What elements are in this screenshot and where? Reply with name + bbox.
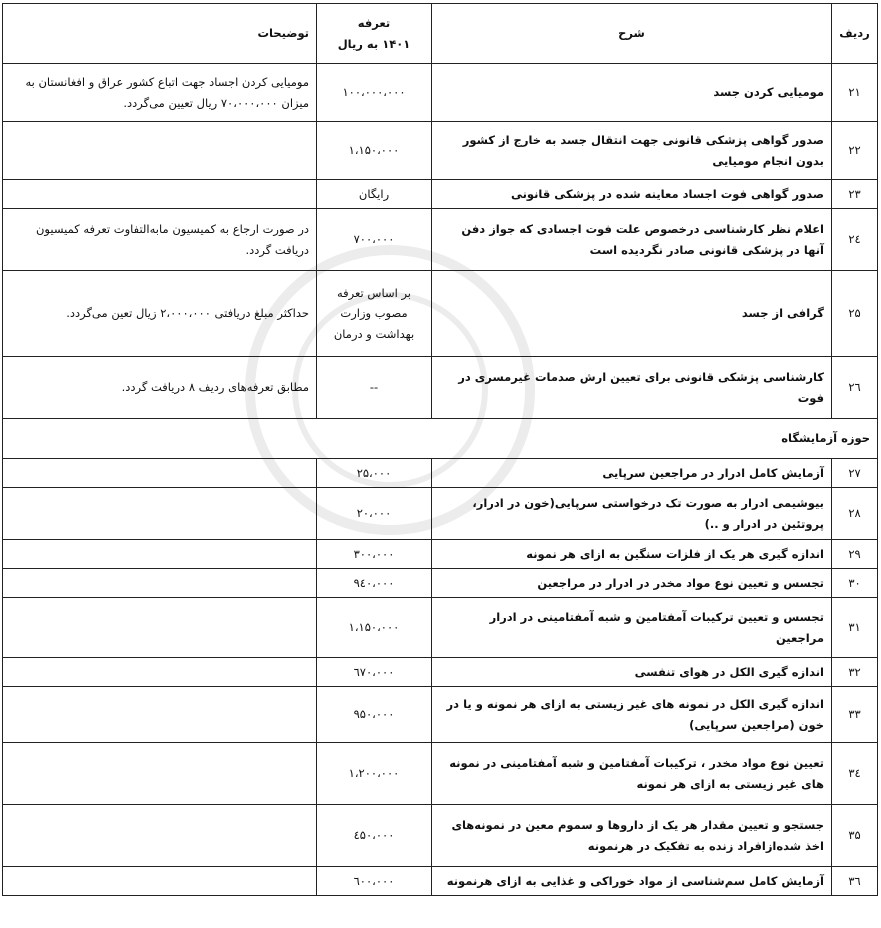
row-description: مومیایی کردن جسد	[432, 64, 832, 122]
row-number: ۲۸	[832, 488, 878, 540]
row-notes: مطابق تعرفه‌های ردیف ۸ دریافت گردد.	[3, 357, 317, 419]
row-price: رایگان	[317, 180, 432, 209]
row-notes	[3, 122, 317, 180]
row-notes	[3, 805, 317, 867]
header-tariff	[317, 4, 432, 64]
table-row	[3, 540, 878, 569]
row-price: ۷۰۰،۰۰۰	[317, 209, 432, 271]
table-body-laboratory	[3, 459, 878, 896]
row-number: ۲٦	[832, 357, 878, 419]
row-price: ۹۵۰،۰۰۰	[317, 687, 432, 743]
row-number: ۲۳	[832, 180, 878, 209]
row-description: آزمایش کامل ادرار در مراجعین سرپایی	[432, 459, 832, 488]
row-price: ۱۰۰،۰۰۰،۰۰۰	[317, 64, 432, 122]
table-row	[3, 459, 878, 488]
row-description: اعلام نظر کارشناسی درخصوص علت فوت اجسادی که جواز دفن آنها در پزشکی قانونی صادر نگردیده است	[432, 209, 832, 271]
section-title: حوزه آزمایشگاه	[3, 419, 878, 459]
table-row	[3, 658, 878, 687]
row-price: ۱،۱۵۰،۰۰۰	[317, 122, 432, 180]
row-number: ۳۰	[832, 569, 878, 598]
row-description: آزمایش کامل سم‌شناسی از مواد خوراکی و غذایی به ازای هرنمونه	[432, 867, 832, 896]
row-price: --	[317, 357, 432, 419]
row-notes	[3, 459, 317, 488]
row-notes: حداکثر مبلغ دریافتی ۲،۰۰۰،۰۰۰ زیال تعین می‌گردد.	[3, 271, 317, 357]
row-notes: در صورت ارجاع به کمیسیون مابه‌التفاوت تعرفه کمیسیون دریافت گردد.	[3, 209, 317, 271]
row-number: ۲۷	[832, 459, 878, 488]
row-price: ۲۰،۰۰۰	[317, 488, 432, 540]
row-description: گرافی از جسد	[432, 271, 832, 357]
table-row	[3, 598, 878, 658]
table-row	[3, 122, 878, 180]
table-row	[3, 357, 878, 419]
table-row	[3, 180, 878, 209]
row-description: تجسس و تعیین نوع مواد مخدر در ادرار در مراجعین	[432, 569, 832, 598]
row-description: کارشناسی پزشکی قانونی برای تعیین ارش صدمات غیرمسری در فوت	[432, 357, 832, 419]
table-row	[3, 687, 878, 743]
row-description: جستجو و تعیین مقدار هر یک از داروها و سموم معین در نمونه‌های اخذ شده‌ازافراد زنده به تفکیک در هرنمونه	[432, 805, 832, 867]
table-header-row	[3, 4, 878, 64]
table-row	[3, 805, 878, 867]
row-description: تجسس و تعیین ترکیبات آمفتامین و شبه آمفتامینی در ادرار مراجعین	[432, 598, 832, 658]
table-row	[3, 867, 878, 896]
row-price: ۹٤۰،۰۰۰	[317, 569, 432, 598]
row-number: ۲۱	[832, 64, 878, 122]
row-number: ۳٦	[832, 867, 878, 896]
table-row	[3, 569, 878, 598]
row-notes	[3, 180, 317, 209]
table-row	[3, 743, 878, 805]
row-notes	[3, 540, 317, 569]
row-description: صدور گواهی پزشکی قانونی جهت انتقال جسد به خارج از کشور بدون انجام مومیایی	[432, 122, 832, 180]
row-notes	[3, 488, 317, 540]
row-price: ۱،۱۵۰،۰۰۰	[317, 598, 432, 658]
header-tariff-line1: تعرفه	[357, 16, 391, 31]
row-description: صدور گواهی فوت اجساد معاینه شده در پزشکی قانونی	[432, 180, 832, 209]
section-laboratory	[3, 419, 878, 459]
row-description: بیوشیمی ادرار به صورت تک درخواستی سرپایی(خون در ادرار، پروتئین در ادرار و ..)	[432, 488, 832, 540]
row-number: ۳۳	[832, 687, 878, 743]
row-description: اندازه گیری الکل در هوای تنفسی	[432, 658, 832, 687]
row-price: بر اساس تعرفه مصوب وزارت بهداشت و درمان	[317, 271, 432, 357]
row-notes: مومیایی کردن اجساد جهت اتباع کشور عراق و افغانستان به میزان ۷۰،۰۰۰،۰۰۰ ریال تعیین می‌گردد.	[3, 64, 317, 122]
header-description: شرح	[432, 4, 832, 64]
row-number: ۳٤	[832, 743, 878, 805]
row-description: اندازه گیری هر یک از فلزات سنگین به ازای هر نمونه	[432, 540, 832, 569]
table-row	[3, 488, 878, 540]
row-number: ۲۵	[832, 271, 878, 357]
row-number: ۲۹	[832, 540, 878, 569]
table-row	[3, 271, 878, 357]
row-number: ۳۵	[832, 805, 878, 867]
row-price: ۱،۲۰۰،۰۰۰	[317, 743, 432, 805]
tariff-table	[2, 3, 878, 896]
row-price: ۲۵،۰۰۰	[317, 459, 432, 488]
row-number: ۲۲	[832, 122, 878, 180]
header-notes: توضیحات	[3, 4, 317, 64]
row-notes	[3, 687, 317, 743]
row-number: ۳۱	[832, 598, 878, 658]
row-number: ۲٤	[832, 209, 878, 271]
row-notes	[3, 867, 317, 896]
row-notes	[3, 598, 317, 658]
row-description: تعیین نوع مواد مخدر ، ترکیبات آمفتامین و شبه آمفتامینی در نمونه های غیر زیستی به ازای هر نمونه	[432, 743, 832, 805]
row-description: اندازه گیری الکل در نمونه های غیر زیستی به ازای هر نمونه و یا در خون (مراجعین سرپایی)	[432, 687, 832, 743]
row-notes	[3, 658, 317, 687]
row-notes	[3, 569, 317, 598]
header-tariff-line2: ۱۴۰۱ به ریال	[337, 36, 411, 51]
section-row	[3, 419, 878, 459]
row-price: ٦۰۰،۰۰۰	[317, 867, 432, 896]
table-row	[3, 209, 878, 271]
header-row-no: ردیف	[832, 4, 878, 64]
row-price: ٦۷۰،۰۰۰	[317, 658, 432, 687]
row-number: ۳۲	[832, 658, 878, 687]
row-price: ۳۰۰،۰۰۰	[317, 540, 432, 569]
row-notes	[3, 743, 317, 805]
table-row	[3, 64, 878, 122]
row-price: ٤۵۰،۰۰۰	[317, 805, 432, 867]
table-body-morgue	[3, 64, 878, 419]
